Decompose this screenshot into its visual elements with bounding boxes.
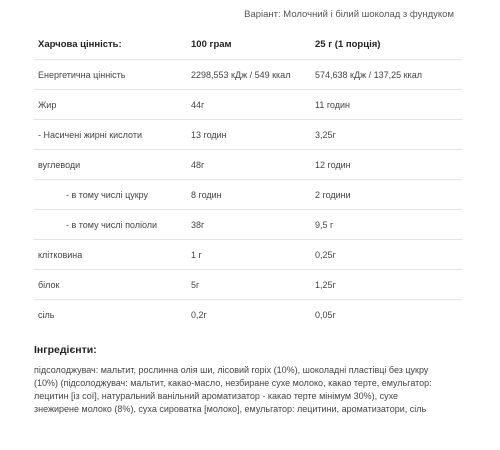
nutrient-per-100g: 1 г [187,240,311,270]
nutrient-name: - Насичені жирні кислоти [34,120,187,150]
table-row [34,240,462,270]
nutrient-name: - в тому числі поліоли [34,210,187,240]
table-row [34,90,462,120]
header-nutrition-value: Харчова цінність: [34,29,187,60]
variant-label: Варіант: [244,9,281,20]
header-per-serving: 25 г (1 порція) [311,29,462,60]
nutrient-per-serving: 11 годин [311,90,462,120]
nutrient-per-serving: 9,5 г [311,210,462,240]
table-row [34,180,462,210]
nutrient-name: клітковина [34,240,187,270]
nutrient-per-100g: 44г [187,90,311,120]
header-per-100g: 100 грам [187,29,311,60]
table-row [34,60,462,90]
nutrient-name: Енергетична цінність [34,60,187,90]
table-row [34,120,462,150]
table-row [34,300,462,330]
nutrition-header-row [34,29,462,60]
nutrient-name: - в тому числі цукру [34,180,187,210]
nutrient-per-100g: 48г [187,150,311,180]
table-row [34,150,462,180]
table-row [34,270,462,300]
table-row [34,210,462,240]
nutrient-name: сіль [38,309,55,320]
nutrient-per-serving: 2 години [311,180,462,210]
nutrition-table [34,29,462,329]
nutrient-name: білок [34,270,187,300]
ingredients-text: підсолоджувач: мальтит, рослинна олія ши, лісовий горіх (10%), шоколадні пластівці без цукру (10%) (підсолоджувач: мальтит, какао-масло, незбиране сухе молоко, какао терте, емульгатор: лецитин [із сої], натуральний ванільний ароматизатор - какао терте мінімум 30%), сухе знежирене молоко (8%), суха сироватка [молоко], емульгатор: лецитини, ароматизатори, сіль [34,365,432,414]
ingredients-heading: Інгредієнти: [34,344,97,356]
nutrient-per-serving: 574,638 кДж / 137,25 ккал [311,60,462,90]
nutrient-per-100g: 2298,553 кДж / 549 ккал [187,60,311,90]
variant-line [244,9,454,20]
nutrient-name: Жир [34,90,187,120]
nutrient-per-100g: 13 годин [187,120,311,150]
nutrient-per-serving: 1,25г [311,270,462,300]
nutrient-per-100g: 0,2г [191,309,207,320]
nutrient-per-100g: 8 годин [187,180,311,210]
nutrient-per-serving: 3,25г [311,120,462,150]
nutrient-per-serving: 0,25г [311,240,462,270]
nutrient-name: вуглеводи [34,150,187,180]
nutrient-per-100g: 38г [187,210,311,240]
nutrient-per-100g: 5г [187,270,311,300]
variant-value: Молочний і білий шоколад з фундуком [283,9,454,20]
nutrient-per-serving: 12 годин [311,150,462,180]
nutrient-per-serving: 0,05г [315,309,336,320]
